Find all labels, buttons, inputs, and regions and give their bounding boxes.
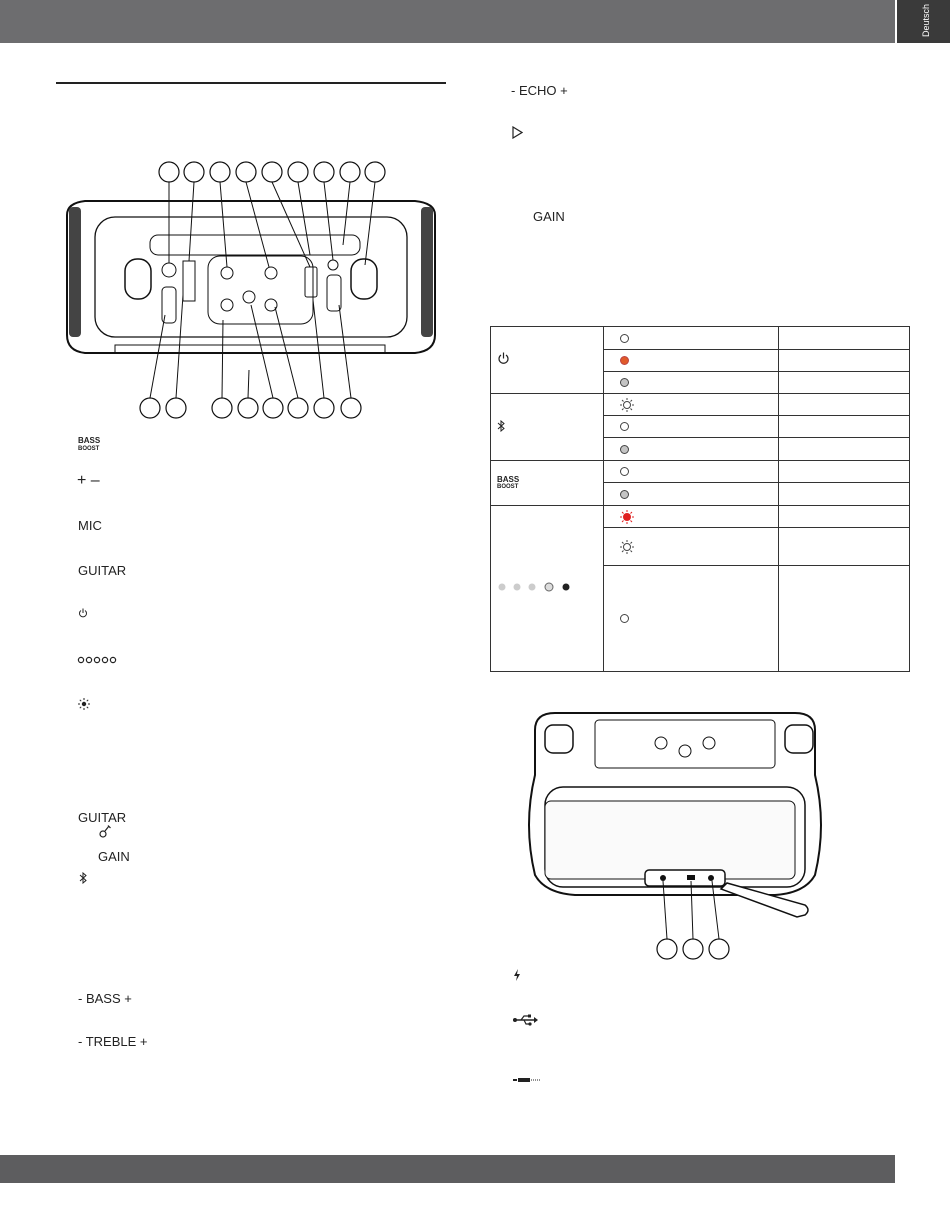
aux-icon — [513, 1077, 541, 1083]
guitar-icon — [99, 825, 111, 838]
indicator-red-flash — [604, 506, 779, 528]
power-row-header — [491, 327, 604, 394]
indicator-white-bb — [604, 461, 779, 483]
indicator-white-flash — [604, 528, 779, 566]
bass-boost-row-header — [491, 461, 604, 506]
header-bar — [0, 0, 895, 43]
table-bluetooth-icon — [497, 420, 505, 432]
usb-icon — [512, 1014, 538, 1026]
table-bass-boost-line2: BOOST — [497, 483, 519, 490]
gain-label-left: GAIN — [98, 849, 130, 864]
bass-boost-line2: BOOST — [78, 446, 100, 452]
bluetooth-icon — [79, 872, 87, 884]
bass-boost-line1: BASS — [78, 436, 101, 445]
indicator-white-bt — [604, 416, 779, 438]
indicator-grey-bt — [604, 438, 779, 461]
footer-bar — [0, 1155, 895, 1183]
indicator-white — [604, 327, 779, 350]
charge-icon — [513, 969, 521, 981]
language-tab[interactable] — [897, 0, 950, 43]
indicator-flashing — [604, 394, 779, 416]
back-panel-diagram — [515, 705, 835, 965]
bass-label: - BASS + — [78, 991, 132, 1006]
indicator-grey-bb — [604, 483, 779, 506]
control-panel-diagram — [55, 155, 450, 425]
power-icon — [78, 608, 88, 618]
echo-label: - ECHO + — [511, 83, 568, 98]
indicator-grey — [604, 372, 779, 394]
plus-minus-label: + – — [77, 472, 100, 489]
battery-row-header — [491, 506, 604, 672]
battery-dots-icon — [77, 656, 117, 664]
table-power-icon — [497, 352, 510, 365]
mic-label: MIC — [78, 518, 102, 533]
language-tab-label: Deutsch — [921, 4, 931, 38]
indicator-orange — [604, 350, 779, 372]
status-table — [490, 326, 910, 672]
light-icon — [78, 698, 90, 710]
guitar-label: GUITAR — [78, 563, 127, 578]
gain-label-right: GAIN — [533, 209, 565, 224]
play-icon — [512, 126, 523, 139]
guitar-label-2: GUITAR — [78, 810, 127, 825]
section-rule — [56, 82, 446, 84]
indicator-white-solid — [604, 566, 779, 672]
table-battery-dots-icon — [497, 582, 573, 592]
table-bass-boost-line1: BASS — [497, 474, 520, 484]
bluetooth-row-header — [491, 394, 604, 461]
bass-boost-label — [78, 437, 100, 453]
treble-label: - TREBLE + — [78, 1034, 148, 1049]
